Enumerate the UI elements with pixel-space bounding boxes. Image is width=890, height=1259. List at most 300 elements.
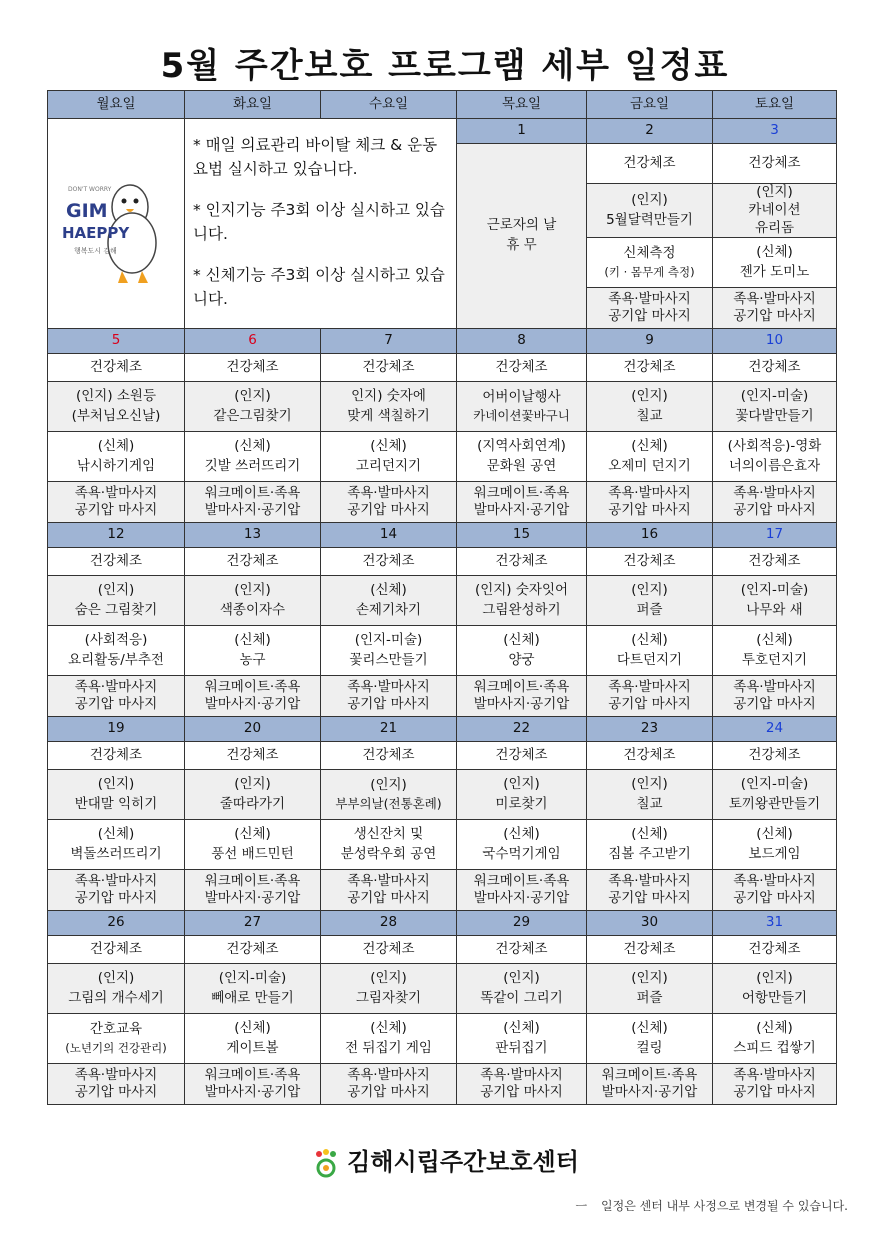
program-cell: 건강체조 (587, 144, 713, 184)
program-cell: 건강체조 (713, 144, 837, 184)
program-line: 풍선 배드민턴 (211, 845, 294, 862)
program-cell: 건강체조 (713, 548, 837, 576)
program-cell (185, 626, 321, 676)
program-line: (인지) (97, 776, 135, 793)
program-line: (신체) (503, 1020, 540, 1037)
program-line: 공기압 마사지 (347, 502, 430, 519)
program-line: (신체) (234, 438, 271, 455)
program-line: 꽃리스만들기 (349, 651, 428, 668)
program-cell (587, 1064, 713, 1105)
program-line: (사회적응)-영화 (727, 438, 822, 455)
program-line: 발마사지·공기압 (204, 1084, 301, 1101)
date-cell-holiday: 6 (185, 329, 321, 354)
program-line: 족욕·발마사지 (74, 1066, 158, 1083)
program-cell (48, 626, 185, 676)
program-line: (인지) (756, 184, 793, 201)
program-cell (713, 870, 837, 911)
program-line: 보드게임 (748, 845, 801, 862)
program-line: 족욕·발마사지 (733, 678, 816, 695)
program-cell (457, 576, 587, 626)
program-line: (신체) (370, 582, 407, 599)
program-cell (457, 432, 587, 482)
program-cell (713, 1014, 837, 1064)
program-line: 카네이션 (748, 202, 801, 218)
program-line: 생신잔치 및 (353, 826, 424, 843)
program-cell (185, 482, 321, 523)
program-cell (587, 1014, 713, 1064)
program-cell (587, 964, 713, 1014)
program-line: 공기압 마사지 (347, 890, 430, 907)
program-cell (587, 288, 713, 329)
program-line: 게이트볼 (226, 1039, 279, 1056)
program-cell (457, 626, 587, 676)
program-cell (587, 576, 713, 626)
program-line: 양궁 (508, 651, 535, 668)
program-line: 깃발 쓰러뜨리기 (204, 457, 301, 474)
program-line: 젠가 도미노 (739, 263, 810, 280)
program-cell (185, 870, 321, 911)
program-cell: 건강체조 (185, 354, 321, 382)
program-line: 어버이날행사 (482, 388, 561, 405)
program-cell (48, 870, 185, 911)
program-cell (713, 288, 837, 329)
program-line: 발마사지·공기압 (601, 1084, 698, 1101)
program-cell: 건강체조 (321, 742, 457, 770)
program-line: (인지) (631, 192, 668, 209)
program-line: (인지-미술) (218, 970, 287, 987)
program-cell (321, 482, 457, 523)
program-line: (부처님오신날) (71, 407, 161, 424)
program-line: (신체) (234, 826, 271, 843)
program-line: 발마사지·공기압 (204, 890, 301, 907)
page-title: 5월 주간보호 프로그램 세부 일정표 (160, 46, 730, 86)
program-line: 공기압 마사지 (347, 1084, 430, 1101)
notes-cell (185, 119, 457, 329)
program-cell (48, 676, 185, 717)
program-line: 오제미 던지기 (608, 457, 691, 474)
program-cell (587, 238, 713, 288)
program-line: 워크메이트·족욕 (473, 872, 570, 889)
schedule-table (47, 90, 837, 1105)
program-cell: 건강체조 (185, 936, 321, 964)
program-line: (신체) (631, 438, 668, 455)
holiday-name: 근로자의 날 (486, 217, 557, 234)
program-cell: 건강체조 (185, 742, 321, 770)
program-line: 발마사지·공기압 (204, 502, 301, 519)
program-line: (신체) (97, 438, 135, 455)
program-line: 공기압 마사지 (608, 308, 691, 325)
program-line: (신체) (756, 632, 793, 649)
date-cell: 7 (321, 329, 457, 354)
program-cell: 건강체조 (713, 354, 837, 382)
date-cell: 15 (457, 523, 587, 548)
program-line: 컬링 (636, 1039, 663, 1056)
program-line: 너의이름은효자 (728, 457, 821, 474)
program-line: 분성락우회 공연 (340, 845, 437, 862)
program-cell (185, 382, 321, 432)
program-line: 벽돌쓰러뜨리기 (70, 845, 162, 862)
program-line: 전 뒤집기 게임 (345, 1039, 432, 1056)
weekday-sat: 토요일 (713, 91, 837, 119)
date-cell: 13 (185, 523, 321, 548)
note-vital: * 매일 의료관리 바이탈 체크 & 운동요법 실시하고 있습니다. (193, 136, 438, 179)
program-line: 같은그림찾기 (213, 407, 292, 424)
holiday-cell (457, 144, 587, 329)
program-line: 족욕·발마사지 (347, 1066, 430, 1083)
program-line: 문화원 공연 (486, 457, 557, 474)
gimhaeppy-logo (56, 145, 176, 295)
program-line: 발마사지·공기압 (473, 502, 570, 519)
program-cell: 건강체조 (587, 742, 713, 770)
program-line: 손제기차기 (355, 601, 422, 618)
note-cognitive: * 인지기능 주3회 이상 실시하고 있습니다. (193, 201, 445, 244)
program-line: 꽃다발만들기 (735, 407, 814, 424)
date-cell: 16 (587, 523, 713, 548)
program-line: (지역사회연계) (477, 438, 566, 455)
program-line: 족욕·발마사지 (608, 290, 691, 307)
footnote-text: 일정은 센터 내부 사정으로 변경될 수 있습니다. (601, 1199, 848, 1213)
date-cell: 1 (457, 119, 587, 144)
date-cell: 22 (457, 717, 587, 742)
program-cell (713, 482, 837, 523)
program-cell: 건강체조 (457, 354, 587, 382)
program-cell (457, 964, 587, 1014)
program-cell (713, 238, 837, 288)
program-line: 공기압 마사지 (480, 1084, 563, 1101)
program-cell (321, 1064, 457, 1105)
program-line: (인지) (97, 970, 135, 987)
program-cell (587, 382, 713, 432)
program-cell (321, 382, 457, 432)
date-cell: 12 (48, 523, 185, 548)
program-cell (587, 870, 713, 911)
program-cell (321, 676, 457, 717)
program-line: (인지-미술) (740, 582, 809, 599)
program-cell (587, 482, 713, 523)
date-cell: 28 (321, 911, 457, 936)
program-cell (48, 1014, 185, 1064)
program-line: (인지) 숫자잇어 (474, 582, 569, 599)
program-line: (인지) 소원등 (75, 388, 157, 405)
program-line: 공기압 마사지 (74, 696, 158, 713)
program-line: (인지) (631, 776, 668, 793)
program-cell (48, 964, 185, 1014)
program-line: 그림완성하기 (482, 601, 561, 618)
program-cell: 건강체조 (321, 548, 457, 576)
program-line: 퍼즐 (636, 989, 663, 1006)
date-cell: 23 (587, 717, 713, 742)
date-cell: 29 (457, 911, 587, 936)
date-cell: 9 (587, 329, 713, 354)
program-line: (인지-미술) (740, 388, 809, 405)
program-line: (신체) (631, 826, 668, 843)
date-cell: 27 (185, 911, 321, 936)
date-cell: 30 (587, 911, 713, 936)
program-line: (인지) (97, 582, 135, 599)
date-cell-saturday: 24 (713, 717, 837, 742)
logo-small-text: DON'T WORRY (68, 186, 112, 194)
program-cell (321, 770, 457, 820)
program-line: 족욕·발마사지 (733, 484, 816, 501)
program-cell (321, 576, 457, 626)
weekday-header-row (48, 91, 837, 119)
program-cell: 건강체조 (587, 354, 713, 382)
program-line: 공기압 마사지 (608, 502, 691, 519)
program-line: (신체) (234, 1020, 271, 1037)
program-line: 반대말 익히기 (74, 795, 158, 812)
program-cell (713, 626, 837, 676)
program-line: 인지) 숫자에 (351, 388, 426, 405)
program-line: 공기압 마사지 (733, 1084, 816, 1101)
program-line: 신체측정 (623, 245, 676, 262)
program-line: (신체) (756, 826, 793, 843)
center-logo-icon (311, 1148, 341, 1178)
logo-tag: 행복도시 김해 (74, 247, 117, 256)
program-cell (713, 820, 837, 870)
program-line: 족욕·발마사지 (608, 678, 691, 695)
program-line: 워크메이트·족욕 (601, 1066, 698, 1083)
program-cell (185, 770, 321, 820)
date-cell: 21 (321, 717, 457, 742)
program-line: 농구 (239, 651, 266, 668)
program-line: 족욕·발마사지 (480, 1066, 563, 1083)
program-cell (48, 576, 185, 626)
program-line: (노년기의 건강관리) (65, 1041, 167, 1056)
program-line: 어항만들기 (741, 989, 808, 1006)
program-cell (713, 432, 837, 482)
program-line: (인지) (234, 582, 271, 599)
program-line: (신체) (370, 438, 407, 455)
program-line: 미로찾기 (495, 795, 548, 812)
program-cell: 건강체조 (587, 548, 713, 576)
program-cell: 건강체조 (457, 742, 587, 770)
program-line: 뻬애로 만들기 (211, 989, 294, 1006)
date-cell: 2 (587, 119, 713, 144)
program-cell (185, 432, 321, 482)
program-line: (신체) (756, 1020, 793, 1037)
program-line: 워크메이트·족욕 (204, 872, 301, 889)
program-cell: 건강체조 (48, 742, 185, 770)
date-row (48, 717, 837, 742)
program-line: 퍼즐 (636, 601, 663, 618)
program-line: 투호던지기 (741, 651, 808, 668)
program-cell (185, 820, 321, 870)
logo-line1: GIM (66, 200, 108, 223)
program-line: 공기압 마사지 (733, 502, 816, 519)
program-line: 그림자찾기 (355, 989, 422, 1006)
program-line: 부부의날(전통혼례) (335, 796, 442, 812)
program-cell (457, 820, 587, 870)
program-cell: 건강체조 (457, 548, 587, 576)
date-row (48, 911, 837, 936)
program-line: (인지) (631, 970, 668, 987)
program-line: (인지) (370, 970, 407, 987)
program-cell (713, 676, 837, 717)
date-cell: 26 (48, 911, 185, 936)
program-cell: 건강체조 (185, 548, 321, 576)
program-cell (48, 770, 185, 820)
program-line: 워크메이트·족욕 (473, 484, 570, 501)
note-physical: * 신체기능 주3회 이상 실시하고 있습니다. (193, 266, 445, 309)
date-cell-saturday: 31 (713, 911, 837, 936)
program-line: 짐볼 주고받기 (608, 845, 691, 862)
program-line: 족욕·발마사지 (347, 678, 430, 695)
program-line: 스피드 컵쌓기 (733, 1039, 816, 1056)
program-line: (인지) (234, 776, 271, 793)
program-line: 공기압 마사지 (608, 696, 691, 713)
program-cell (321, 626, 457, 676)
program-line: 고리던지기 (355, 457, 422, 474)
program-cell (713, 1064, 837, 1105)
program-line: 유리돔 (754, 219, 795, 236)
program-cell: 건강체조 (587, 936, 713, 964)
program-cell (713, 382, 837, 432)
program-line: 토끼왕관만들기 (728, 795, 821, 812)
program-line: 똑같이 그리기 (480, 989, 563, 1006)
program-line: (키 · 몸무게 측정) (604, 265, 695, 280)
footnote-dash: ㅡ (575, 1199, 588, 1213)
program-cell (321, 820, 457, 870)
program-line: (인지-미술) (354, 632, 423, 649)
program-line: (신체) (370, 1020, 407, 1037)
program-line: (신체) (631, 632, 668, 649)
program-line: 발마사지·공기압 (473, 890, 570, 907)
date-row (48, 523, 837, 548)
program-cell (185, 1064, 321, 1105)
program-cell (713, 964, 837, 1014)
program-line: 판뒤집기 (495, 1039, 548, 1056)
program-cell (457, 770, 587, 820)
program-line: 국수먹기게임 (482, 845, 561, 862)
program-line: 맞게 색칠하기 (347, 407, 430, 424)
program-cell (457, 1014, 587, 1064)
program-line: 발마사지·공기압 (473, 696, 570, 713)
date-cell: 8 (457, 329, 587, 354)
program-line: 5월달력만들기 (606, 211, 693, 228)
program-line: 공기압 마사지 (74, 502, 158, 519)
program-line: 간호교육 (89, 1021, 143, 1038)
program-cell (457, 870, 587, 911)
logo-line2: HAEPPY (62, 224, 130, 243)
weekday-mon: 월요일 (48, 91, 185, 119)
program-cell (185, 1014, 321, 1064)
program-cell: 건강체조 (321, 936, 457, 964)
program-cell (48, 1064, 185, 1105)
program-line: (사회적응) (84, 632, 148, 649)
program-line: 워크메이트·족욕 (473, 678, 570, 695)
program-cell: 건강체조 (48, 936, 185, 964)
program-line: 카네이션꽃바구니 (473, 408, 570, 424)
date-cell: 19 (48, 717, 185, 742)
program-cell (587, 676, 713, 717)
program-line: 공기압 마사지 (74, 1084, 158, 1101)
program-line: 나무와 새 (746, 601, 803, 618)
program-line: (인지) (503, 776, 540, 793)
footnote (575, 1197, 848, 1214)
program-cell (457, 676, 587, 717)
program-cell (587, 626, 713, 676)
date-cell-saturday: 17 (713, 523, 837, 548)
program-cell (48, 482, 185, 523)
date-cell-saturday: 10 (713, 329, 837, 354)
program-line: 색종이자수 (219, 601, 286, 618)
program-cell: 건강체조 (321, 354, 457, 382)
program-cell (185, 576, 321, 626)
program-line: 족욕·발마사지 (733, 872, 816, 889)
program-line: 공기압 마사지 (733, 890, 816, 907)
program-line: 발마사지·공기압 (204, 696, 301, 713)
program-line: (인지) (503, 970, 540, 987)
program-line: 워크메이트·족욕 (204, 484, 301, 501)
program-cell (185, 964, 321, 1014)
program-cell (713, 770, 837, 820)
program-cell (48, 382, 185, 432)
program-cell (321, 964, 457, 1014)
program-line: 요리활동/부추전 (68, 651, 164, 668)
program-cell (587, 770, 713, 820)
program-line: (인지) (631, 388, 668, 405)
program-line: 족욕·발마사지 (347, 484, 430, 501)
program-line: 공기압 마사지 (347, 696, 430, 713)
program-line: 족욕·발마사지 (74, 872, 158, 889)
program-line: (인지) (234, 388, 271, 405)
program-cell (321, 1014, 457, 1064)
program-cell: 건강체조 (48, 548, 185, 576)
program-line: 족욕·발마사지 (608, 872, 691, 889)
program-line: (신체) (756, 244, 793, 261)
date-cell-holiday: 5 (48, 329, 185, 354)
program-cell (713, 576, 837, 626)
program-line: 족욕·발마사지 (74, 678, 158, 695)
program-line: 칠교 (636, 795, 663, 812)
program-cell (48, 432, 185, 482)
date-row (48, 329, 837, 354)
program-line: 숨은 그림찾기 (74, 601, 158, 618)
program-cell (48, 820, 185, 870)
program-cell (587, 432, 713, 482)
program-cell: 건강체조 (48, 354, 185, 382)
weekday-tue: 화요일 (185, 91, 321, 119)
program-cell: 건강체조 (713, 936, 837, 964)
center-name: 김해시립주간보호센터 (347, 1148, 579, 1176)
date-cell-saturday: 3 (713, 119, 837, 144)
program-line: 칠교 (636, 407, 663, 424)
program-line: (신체) (97, 826, 135, 843)
program-line: (인지) (370, 776, 407, 793)
program-cell (321, 870, 457, 911)
program-line: 족욕·발마사지 (733, 290, 816, 307)
program-line: (신체) (631, 1020, 668, 1037)
center-logo (0, 1142, 890, 1178)
program-line: 족욕·발마사지 (74, 484, 158, 501)
program-cell (457, 382, 587, 432)
program-cell (457, 1064, 587, 1105)
program-line: 공기압 마사지 (608, 890, 691, 907)
program-cell (321, 432, 457, 482)
program-line: 다트던지기 (616, 651, 683, 668)
program-cell (457, 482, 587, 523)
weekday-fri: 금요일 (587, 91, 713, 119)
date-cell: 14 (321, 523, 457, 548)
program-line: (신체) (234, 632, 271, 649)
logo-cell (48, 119, 185, 329)
program-line: 공기압 마사지 (74, 890, 158, 907)
program-cell (587, 820, 713, 870)
program-line: 족욕·발마사지 (608, 484, 691, 501)
program-line: (신체) (503, 632, 540, 649)
program-line: 족욕·발마사지 (733, 1066, 816, 1083)
program-line: 공기압 마사지 (733, 308, 816, 325)
